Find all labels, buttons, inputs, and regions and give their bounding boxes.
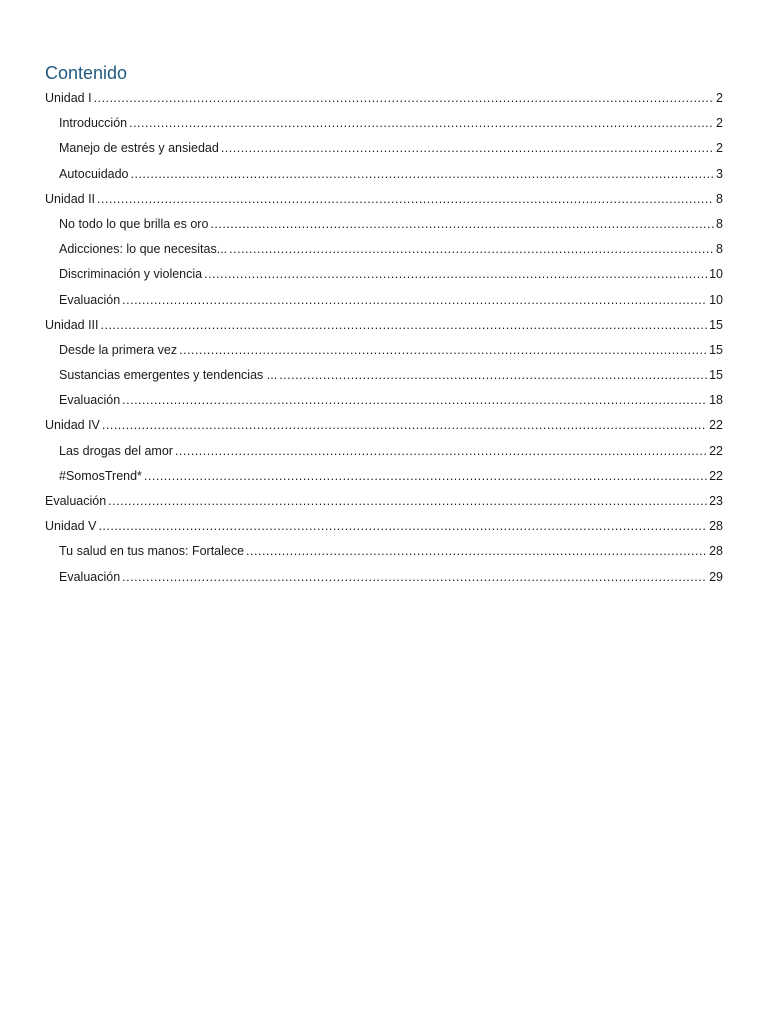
toc-dot-leader	[94, 90, 714, 106]
toc-entry[interactable]	[45, 292, 723, 317]
toc-entry-label[interactable]: Unidad I	[45, 91, 92, 105]
toc-entry-page-number[interactable]: 18	[709, 393, 723, 408]
toc-entry-label[interactable]: Evaluación	[59, 569, 121, 584]
toc-entry-label[interactable]: Sustancias emergentes y tendencias ...	[59, 368, 278, 383]
toc-entry[interactable]	[45, 166, 723, 191]
toc-entry-page-number[interactable]: 28	[709, 519, 723, 534]
toc-dot-leader	[229, 241, 714, 257]
toc-entry-label[interactable]: Evaluación	[59, 292, 121, 307]
toc-entry-label[interactable]: Las drogas del amor	[59, 443, 173, 458]
toc-entry-label[interactable]: No todo lo que brilla es oro	[59, 216, 209, 231]
toc-entry[interactable]	[45, 443, 723, 468]
toc-entry-page-number[interactable]: 22	[709, 443, 723, 458]
toc-dot-leader	[246, 543, 707, 559]
toc-dot-leader	[175, 443, 707, 459]
toc-dot-leader	[108, 493, 707, 509]
toc-entry-page-number[interactable]: 23	[709, 494, 723, 508]
toc-entry-page-number[interactable]: 15	[709, 342, 723, 357]
toc-entry[interactable]	[45, 342, 723, 367]
toc-entry-label[interactable]: #SomosTrend*	[59, 468, 142, 483]
toc-entry-page-number[interactable]: 15	[709, 368, 723, 383]
toc-entry[interactable]	[45, 468, 723, 493]
toc-entry-label[interactable]: Unidad IV	[45, 418, 100, 433]
toc-dot-leader	[210, 216, 714, 232]
toc-entry-page-number[interactable]: 15	[709, 317, 723, 332]
toc-entry-label[interactable]: Evaluación	[59, 393, 121, 408]
toc-entry[interactable]	[45, 417, 723, 442]
toc-entry-page-number[interactable]: 22	[709, 468, 723, 483]
toc-dot-leader	[129, 115, 714, 131]
toc-entry-page-number[interactable]: 10	[709, 267, 723, 282]
toc-entry-page-number[interactable]: 8	[716, 191, 723, 206]
toc-entry-page-number[interactable]: 22	[709, 418, 723, 433]
toc-entry[interactable]	[45, 191, 723, 216]
toc-dot-leader	[102, 417, 707, 433]
toc-entry[interactable]	[45, 317, 723, 342]
toc-dot-leader	[97, 191, 714, 207]
toc-list	[45, 90, 723, 594]
toc-dot-leader	[98, 518, 707, 534]
toc-entry-label[interactable]: Manejo de estrés y ansiedad	[59, 141, 219, 156]
toc-entry[interactable]	[45, 367, 723, 392]
toc-dot-leader	[122, 292, 707, 308]
toc-entry-label[interactable]: Evaluación	[45, 494, 107, 508]
toc-entry[interactable]	[45, 493, 723, 518]
toc-entry-page-number[interactable]: 3	[716, 166, 723, 181]
toc-entry-page-number[interactable]: 8	[716, 216, 723, 231]
toc-entry[interactable]	[45, 543, 723, 568]
toc-entry-label[interactable]: Desde la primera vez	[59, 342, 178, 357]
toc-dot-leader	[131, 166, 715, 182]
toc-entry-label[interactable]: Autocuidado	[59, 166, 129, 181]
toc-entry-label[interactable]: Tu salud en tus manos: Fortalece	[59, 544, 245, 559]
toc-entry[interactable]	[45, 392, 723, 417]
toc-entry-page-number[interactable]: 29	[709, 569, 723, 584]
toc-entry-page-number[interactable]: 10	[709, 292, 723, 307]
toc-entry-label[interactable]: Adicciones: lo que necesitas...	[59, 242, 228, 257]
toc-entry-label[interactable]: Unidad V	[45, 519, 97, 534]
document-page	[45, 62, 723, 594]
toc-entry[interactable]	[45, 216, 723, 241]
toc-dot-leader	[279, 367, 707, 383]
toc-entry[interactable]	[45, 266, 723, 291]
toc-dot-leader	[122, 569, 707, 585]
toc-entry[interactable]	[45, 115, 723, 140]
toc-dot-leader	[221, 140, 714, 156]
toc-dot-leader	[144, 468, 707, 484]
toc-entry-label[interactable]: Unidad III	[45, 317, 99, 332]
toc-entry-label[interactable]: Unidad II	[45, 191, 96, 206]
toc-dot-leader	[179, 342, 707, 358]
toc-entry-label[interactable]: Introducción	[59, 116, 128, 131]
toc-entry-label[interactable]: Discriminación y violencia	[59, 267, 203, 282]
toc-entry-page-number[interactable]: 2	[716, 116, 723, 131]
toc-dot-leader	[122, 392, 707, 408]
toc-entry-page-number[interactable]: 28	[709, 544, 723, 559]
toc-title: Contenido	[45, 63, 128, 83]
toc-entry[interactable]	[45, 241, 723, 266]
toc-dot-leader	[204, 266, 707, 282]
toc-entry-page-number[interactable]: 2	[716, 141, 723, 156]
toc-entry[interactable]	[45, 518, 723, 543]
toc-entry-page-number[interactable]: 8	[716, 242, 723, 257]
toc-dot-leader	[101, 317, 708, 333]
toc-entry[interactable]	[45, 569, 723, 594]
toc-entry[interactable]	[45, 90, 723, 115]
toc-entry-page-number[interactable]: 2	[716, 91, 723, 105]
toc-entry[interactable]	[45, 140, 723, 165]
